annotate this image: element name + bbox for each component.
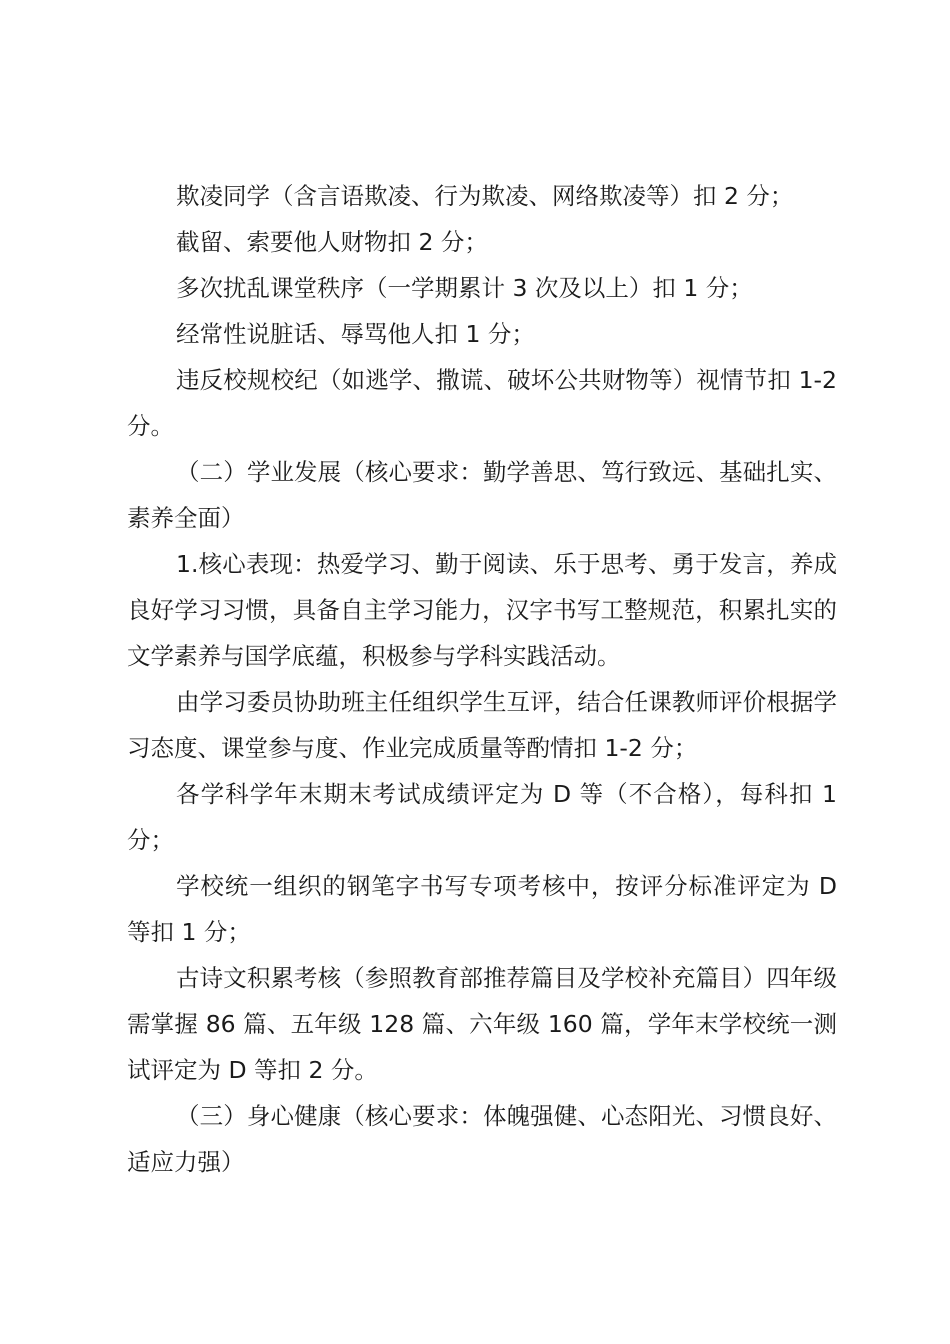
paragraph-handwriting: 学校统一组织的钢笔字书写专项考核中，按评分标准评定为 D 等扣 1 分； xyxy=(127,872,837,946)
paragraph-profanity: 经常性说脏话、辱骂他人扣 1 分； xyxy=(176,320,535,348)
document-body xyxy=(127,173,837,1185)
paragraph-bullying: 欺凌同学（含言语欺凌、行为欺凌、网络欺凌等）扣 2 分； xyxy=(176,182,794,210)
section-heading-health: （三）身心健康（核心要求：体魄强健、心态阳光、习惯良好、适应力强） xyxy=(127,1102,837,1176)
paragraph-core-performance: 1.核心表现：热爱学习、勤于阅读、乐于思考、勇于发言，养成良好学习习惯，具备自主学习能力，汉字书写工整规范，积累扎实的文学素养与国学底蕴，积极参与学科实践活动。 xyxy=(127,550,837,670)
paragraph-peer-review: 由学习委员协助班主任组织学生互评，结合任课教师评价根据学习态度、课堂参与度、作业完成质量等酌情扣 1-2 分； xyxy=(127,688,837,762)
paragraph-extortion: 截留、索要他人财物扣 2 分； xyxy=(176,228,488,256)
paragraph-rule-violation: 违反校规校纪（如逃学、撒谎、破坏公共财物等）视情节扣 1-2 分。 xyxy=(127,366,837,440)
paragraph-classical-poetry: 古诗文积累考核（参照教育部推荐篇目及学校补充篇目）四年级需掌握 86 篇、五年级 128 篇、六年级 160 篇，学年末学校统一测试评定为 D 等扣 2 分。 xyxy=(127,964,837,1084)
section-heading-academic: （二）学业发展（核心要求：勤学善思、笃行致远、基础扎实、素养全面） xyxy=(127,458,837,532)
paragraph-class-disruption: 多次扰乱课堂秩序（一学期累计 3 次及以上）扣 1 分； xyxy=(176,274,753,302)
paragraph-exam-grade: 各学科学年末期末考试成绩评定为 D 等（不合格），每科扣 1 分； xyxy=(127,780,837,854)
